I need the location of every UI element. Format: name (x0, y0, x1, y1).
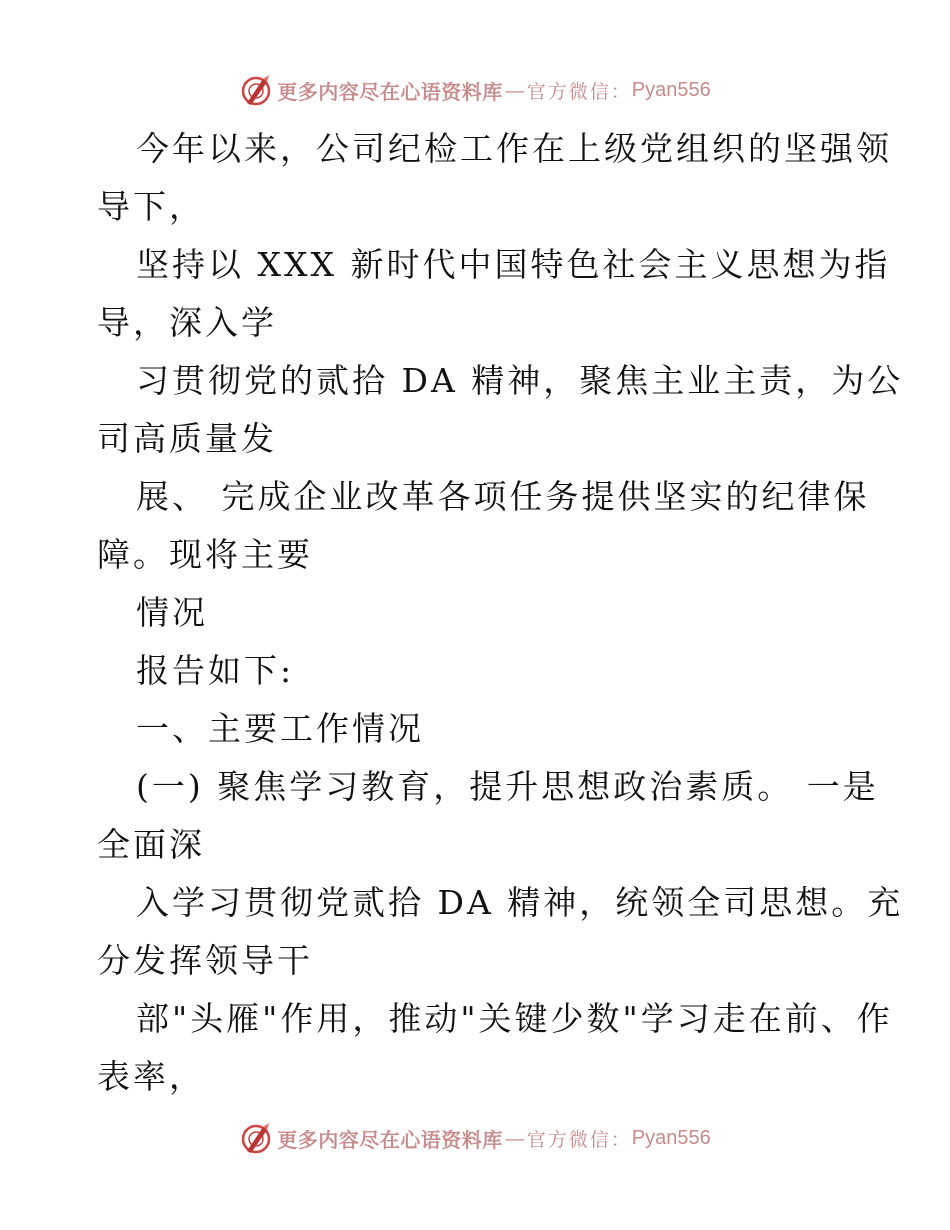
paragraph-line: 司高质量发 (97, 419, 277, 458)
paragraph-line: 今年以来，公司纪检工作在上级党组织的坚强领 (136, 129, 892, 168)
wechat-id: Pyan556 (631, 78, 711, 101)
brand-text: 更多内容尽在心语资料库 (277, 1127, 503, 1152)
section-heading: 一、主要工作情况 (136, 709, 424, 748)
pen-logo-icon (239, 73, 273, 107)
paragraph-line: 导下， (97, 187, 205, 226)
pen-logo-icon (239, 1121, 273, 1155)
paragraph-line: 习贯彻党的贰拾 DA 精神，聚焦主业主责，为公 (136, 361, 904, 400)
paragraph-line: 坚持以 XXX 新时代中国特色社会主义思想为指 (136, 245, 891, 284)
footer-watermark (0, 1120, 950, 1156)
document-body (97, 120, 904, 1106)
paragraph-line: 展、 完成企业改革各项任务提供坚实的纪律保 (136, 477, 870, 516)
separator: — (504, 1126, 525, 1150)
paragraph-line: 导，深入学 (97, 303, 277, 342)
header-watermark (0, 72, 950, 108)
separator: — (504, 78, 525, 102)
paragraph-line: 入学习贯彻党贰拾 DA 精神，统领全司思想。充 (136, 883, 904, 922)
paragraph-line: 全面深 (97, 825, 205, 864)
official-label: 官方微信： (526, 1128, 632, 1151)
wechat-id: Pyan556 (631, 1126, 711, 1149)
paragraph-line: 部"头雁"作用，推动"关键少数"学习走在前、作 (136, 999, 893, 1038)
paragraph-line: 障。现将主要 (97, 535, 313, 574)
subsection-heading: (一) 聚焦学习教育，提升思想政治素质。 一是 (136, 767, 879, 806)
paragraph-line: 分发挥领导干 (97, 941, 313, 980)
official-label: 官方微信： (526, 80, 632, 103)
brand-text: 更多内容尽在心语资料库 (277, 79, 503, 104)
paragraph-line: 表率， (97, 1057, 205, 1096)
paragraph-line: 报告如下: (136, 651, 295, 690)
paragraph-line: 情况 (136, 593, 208, 632)
